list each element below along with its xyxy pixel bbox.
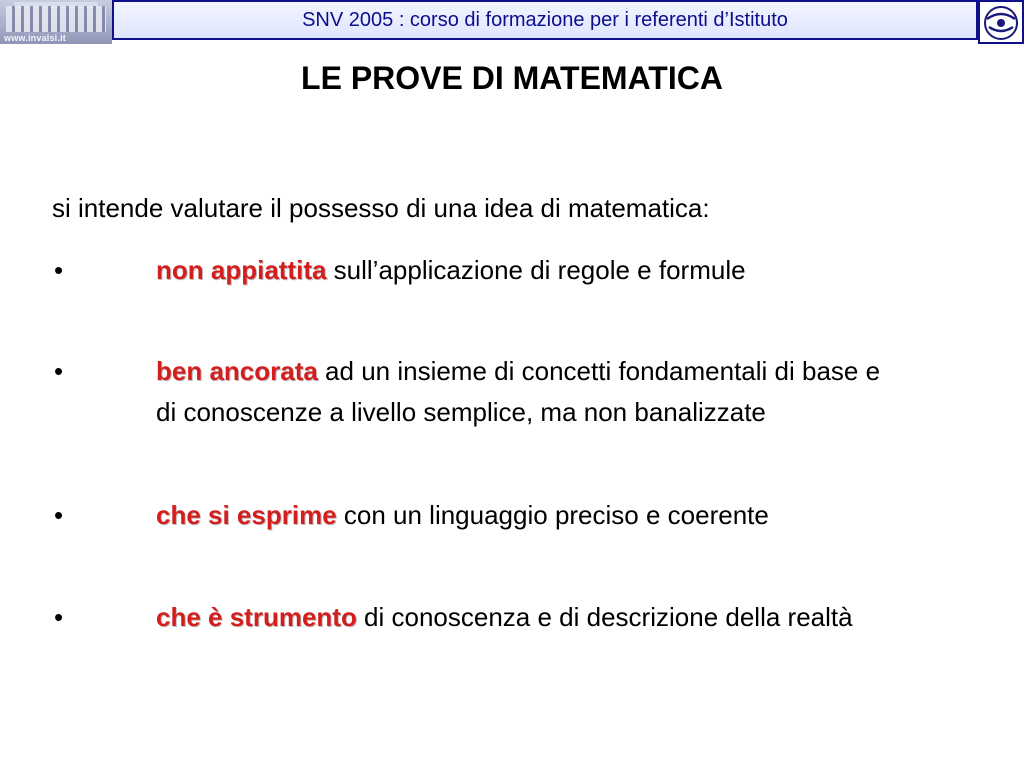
bullet-description: ad un insieme di concetti fondamentali di base e di conoscenze a livello semplice, ma non banalizzate (156, 356, 895, 427)
bullet-text (156, 495, 916, 536)
bullet-marker: • (54, 500, 64, 530)
slide-title: LE PROVE DI MATEMATICA (301, 60, 723, 96)
invalsi-emblem-icon (983, 5, 1019, 41)
bullet-marker: • (54, 356, 64, 386)
logo-url-text: www.invalsi.it (4, 33, 66, 43)
bullet-keyword: che è strumento (156, 602, 357, 632)
bullet-description: con un linguaggio preciso e coerente (336, 500, 769, 530)
bullet-marker: • (54, 602, 64, 632)
bullet-description: di conoscenza e di descrizione della realtà (356, 602, 853, 632)
building-facade (6, 6, 106, 32)
invalsi-building-logo (0, 0, 112, 44)
bullet-description: sull’applicazione di regole e formule (326, 255, 746, 285)
bullet-marker: • (54, 255, 64, 285)
bullet-text (156, 597, 916, 638)
bullet-text (156, 351, 916, 433)
header-title: SNV 2005 : corso di formazione per i referenti d’Istituto (302, 8, 788, 31)
bullet-keyword: che si esprime (156, 500, 337, 530)
slide-header (0, 0, 1024, 44)
bullet-keyword: ben ancorata (156, 356, 318, 386)
bullet-keyword: non appiattita (156, 255, 327, 285)
invalsi-logo-icon (978, 0, 1024, 44)
header-title-bar (112, 0, 978, 40)
bullet-text (156, 250, 916, 291)
intro-text: si intende valutare il possesso di una idea di matematica: (52, 193, 710, 223)
